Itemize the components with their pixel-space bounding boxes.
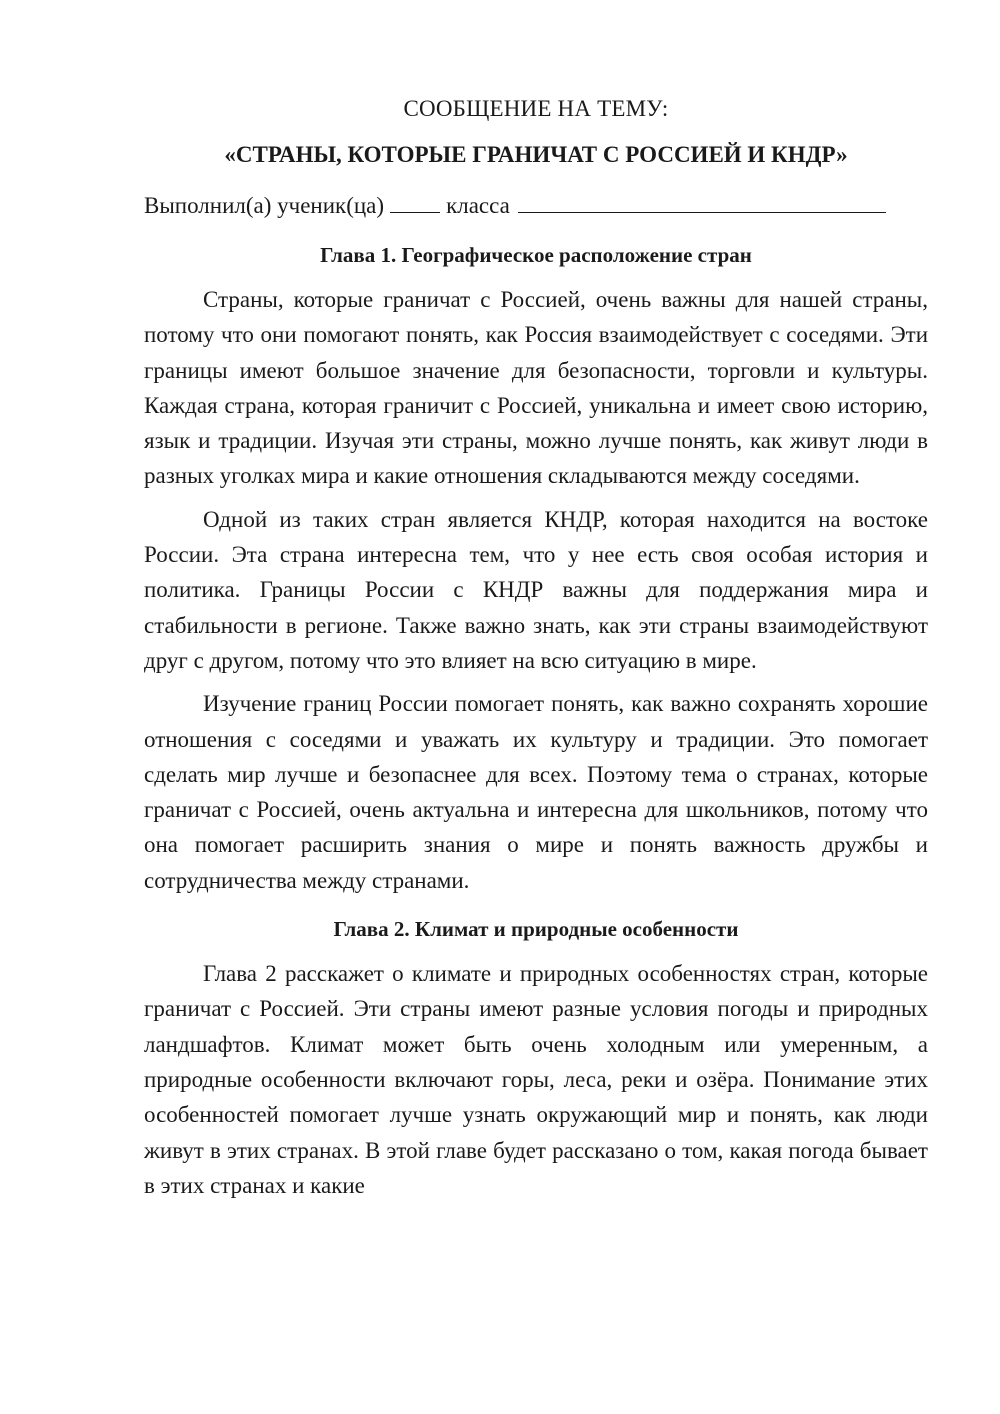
title-line-2: «СТРАНЫ, КОТОРЫЕ ГРАНИЧАТ С РОССИЕЙ И КНДР» bbox=[224, 142, 848, 167]
chapter-2-paragraph-1: Глава 2 расскажет о климате и природных особенностях стран, которые граничат с Россией. Эти страны имеют разные условия погоды и природных ландшафтов. Климат может быть очень холодным или умеренным, а природные особенности включают горы, леса, реки и озёра. Понимание этих особенностей помогает лучше узнать окружающий мир и понять, как люди живут в этих странах. В этой главе будет рассказано о том, какая погода бывает в этих странах и какие bbox=[144, 961, 928, 1198]
chapter-1-paragraph-3: Изучение границ России помогает понять, как важно сохранять хорошие отношения с соседями и уважать их культуру и традиции. Это помогает сделать мир лучше и безопаснее для всех. Поэтому тема о странах, которые граничат с Россией, очень актуальна и интересна для школьников, потому что она помогает расширить знания о мире и понять важность дружбы и сотрудничества между странами. bbox=[144, 691, 928, 893]
chapter-1-heading: Глава 1. Географическое расположение стран bbox=[320, 243, 752, 267]
name-blank bbox=[518, 190, 886, 213]
chapter-1-paragraph-1: Страны, которые граничат с Россией, очень важны для нашей страны, потому что они помогают понять, как Россия взаимодействует с соседями. Эти границы имеют большое значение для безопасности, торговли и культуры. Каждая страна, которая граничит с Россией, уникальна и имеет свою историю, язык и традиции. Изучая эти страны, можно лучше понять, как живут люди в разных уголках мира и какие отношения складываются между соседями. bbox=[144, 287, 928, 489]
chapter-2-heading: Глава 2. Климат и природные особенности bbox=[333, 917, 739, 942]
author-class-word: класса bbox=[446, 193, 510, 218]
author-line bbox=[144, 188, 928, 224]
title-line-1: СООБЩЕНИЕ НА ТЕМУ: bbox=[403, 96, 669, 121]
grade-blank bbox=[390, 190, 440, 213]
chapter-1-paragraph-2: Одной из таких стран является КНДР, которая находится на востоке России. Эта страна интересна тем, что у нее есть своя особая история и политика. Границы России с КНДР важны для поддержания мира и стабильности в регионе. Также важно знать, как эти страны взаимодействуют друг с другом, потому что это влияет на всю ситуацию в мире. bbox=[144, 506, 928, 673]
author-prefix: Выполнил(а) ученик(ца) bbox=[144, 193, 385, 218]
document-page bbox=[144, 92, 928, 1211]
